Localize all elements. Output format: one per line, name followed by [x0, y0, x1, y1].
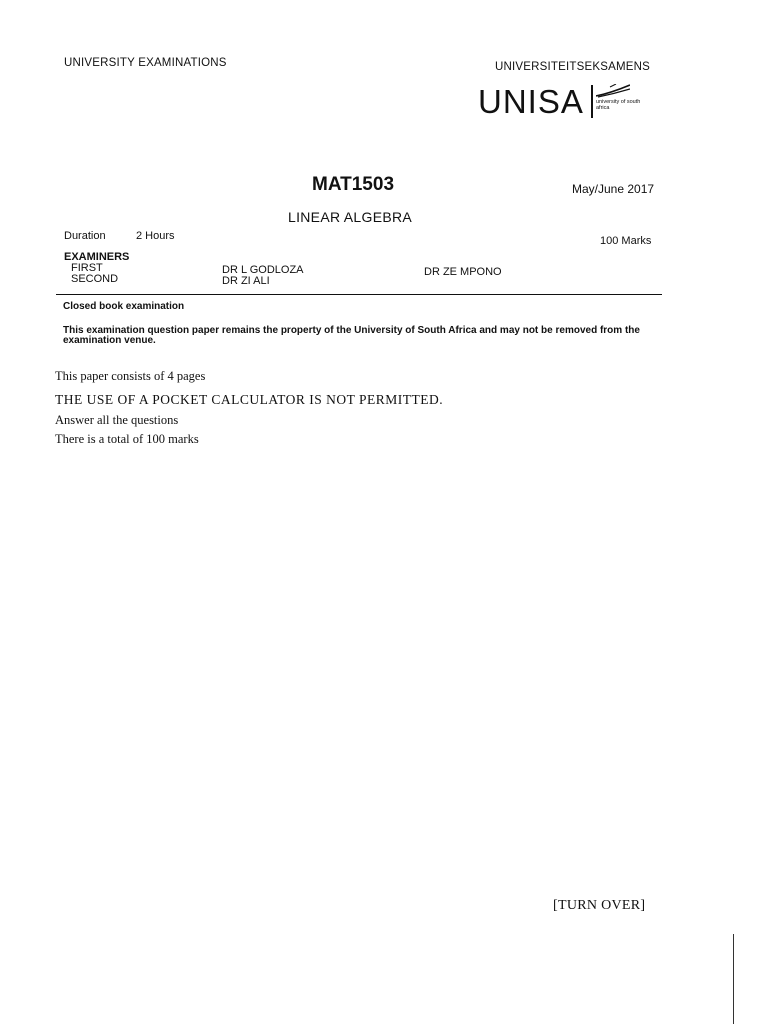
total-marks-note: There is a total of 100 marks: [55, 432, 199, 446]
header-divider: [56, 294, 662, 295]
course-title: LINEAR ALGEBRA: [288, 209, 413, 225]
total-marks: 100 Marks: [600, 235, 652, 247]
page-count-note: This paper consists of 4 pages: [55, 369, 206, 383]
logo-divider: [591, 85, 593, 118]
second-examiner-name: DR ZI ALI: [222, 275, 270, 287]
first-examiner-name-2: DR ZE MPONO: [424, 266, 502, 278]
property-notice: This examination question paper remains the property of the University of South Africa and may not be removed from the examination venue.: [63, 325, 640, 346]
second-examiner-label: SECOND: [71, 273, 119, 285]
logo-flame-icon: [596, 84, 630, 98]
logo-wordmark: UNISA: [478, 83, 584, 120]
scan-edge-line: [733, 934, 734, 1024]
first-examiner-label: FIRST: [71, 262, 103, 274]
first-examiner-name: DR L GODLOZA: [222, 264, 304, 276]
calculator-note: THE USE OF A POCKET CALCULATOR IS NOT PERMITTED.: [55, 392, 444, 407]
duration-label: Duration: [64, 230, 106, 242]
duration-value: 2 Hours: [136, 230, 175, 242]
exam-date: May/June 2017: [572, 182, 655, 196]
header-left-title: UNIVERSITY EXAMINATIONS: [64, 57, 227, 69]
closed-book-note: Closed book examination: [63, 301, 185, 312]
header-right-title: UNIVERSITEITSEKSAMENS: [495, 61, 651, 73]
course-code: MAT1503: [312, 174, 395, 195]
answer-instruction: Answer all the questions: [55, 413, 179, 427]
logo-tagline: university of south africa: [596, 99, 641, 111]
examiners-heading: EXAMINERS: [64, 251, 130, 263]
turn-over-label: [TURN OVER]: [553, 898, 646, 913]
